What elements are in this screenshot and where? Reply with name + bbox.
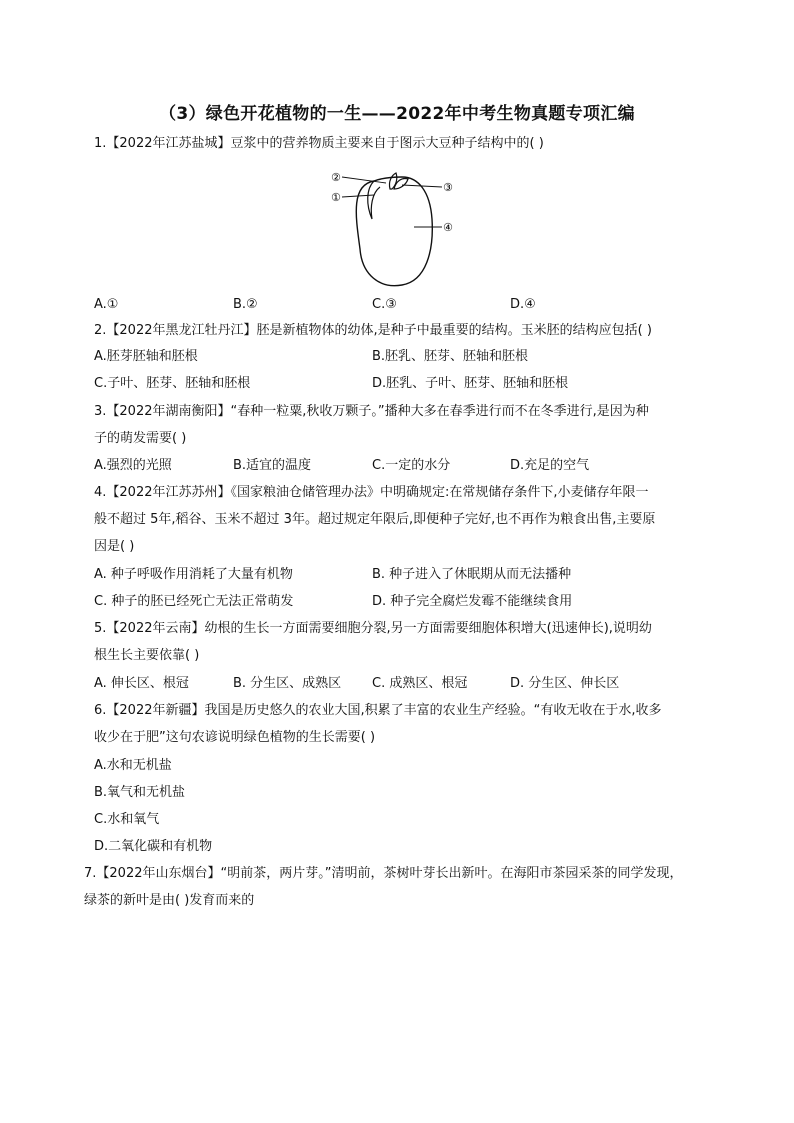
question-4-text-line-3: 因是( ): [94, 539, 135, 554]
q6-option-c: C.水和氧气: [94, 812, 160, 827]
question-6-text-line-1: 6.【2022年新疆】我国是历史悠久的农业大国,积累了丰富的农业生产经验。“有收无收在于水,收多: [94, 703, 662, 718]
q2-option-c: C.子叶、胚芽、胚轴和胚根: [94, 376, 251, 391]
page-title: （3）绿色开花植物的一生——2022年中考生物真题专项汇编: [159, 104, 635, 124]
plumule-shape: [389, 173, 396, 189]
soybean-seed-figure: [322, 167, 472, 292]
q5-option-d: D. 分生区、伸长区: [510, 676, 620, 691]
q1-option-a: A.①: [94, 297, 119, 312]
q3-option-d: D.充足的空气: [510, 458, 590, 473]
question-3-text-line-1: 3.【2022年湖南衡阳】“春种一粒粟,秋收万颗子。”播种大多在春季进行而不在冬季进行,是因为种: [94, 404, 649, 419]
q4-option-b: B. 种子进入了休眠期从而无法播种: [372, 567, 572, 582]
q5-option-b: B. 分生区、成熟区: [233, 676, 342, 691]
q4-option-a: A. 种子呼吸作用消耗了大量有机物: [94, 567, 293, 582]
question-6-text-line-2: 收少在于肥”这句农谚说明绿色植物的生长需要( ): [94, 730, 376, 745]
plumule-leaf-shape: [394, 178, 408, 189]
question-7-text-line-1: 7.【2022年山东烟台】“明前茶，两片芽。”清明前，茶树叶芽长出新叶。在海阳市茶园采茶的同学发现，: [84, 866, 683, 881]
q3-option-b: B.适宜的温度: [233, 458, 312, 473]
q5-option-c: C. 成熟区、根冠: [372, 676, 468, 691]
q5-option-a: A. 伸长区、根冠: [94, 676, 189, 691]
radicle-outline: [368, 181, 380, 219]
q6-option-d: D.二氧化碳和有机物: [94, 839, 213, 854]
q6-option-b: B.氧气和无机盐: [94, 785, 186, 800]
q3-option-c: C.一定的水分: [372, 458, 451, 473]
q2-option-d: D.胚乳、子叶、胚芽、胚轴和胚根: [372, 376, 569, 391]
question-4-text-line-2: 般不超过 5年,稻谷、玉米不超过 3年。超过规定年限后,即便种子完好,也不再作为粮食出售,主要原: [94, 512, 656, 527]
question-4-text-line-1: 4.【2022年江苏苏州】《国家粮油仓储管理办法》中明确规定:在常规储存条件下,小麦储存年限一: [94, 485, 649, 500]
question-5-text-line-1: 5.【2022年云南】幼根的生长一方面需要细胞分裂,另一方面需要细胞体积增大(迅速伸长),说明幼: [94, 621, 652, 636]
q2-option-b: B.胚乳、胚芽、胚轴和胚根: [372, 349, 529, 364]
figure-label-3: ③: [443, 181, 453, 194]
q1-option-b: B.②: [233, 297, 258, 312]
q6-option-a: A.水和无机盐: [94, 758, 172, 773]
q4-option-c: C. 种子的胚已经死亡无法正常萌发: [94, 594, 294, 609]
figure-label-1: ①: [331, 191, 341, 204]
question-1-text: 1.【2022年江苏盐城】豆浆中的营养物质主要来自于图示大豆种子结构中的( ): [94, 136, 544, 151]
q1-option-d: D.④: [510, 297, 536, 312]
figure-label-4: ④: [443, 221, 453, 234]
question-5-text-line-2: 根生长主要依靠( ): [94, 648, 200, 663]
question-7-text-line-2: 绿茶的新叶是由( )发育而来的: [84, 893, 255, 908]
question-2-text: 2.【2022年黑龙江牡丹江】胚是新植物体的幼体,是种子中最重要的结构。玉米胚的结构应包括( ): [94, 323, 652, 338]
figure-label-2: ②: [331, 171, 341, 184]
q3-option-a: A.强烈的光照: [94, 458, 172, 473]
q1-option-c: C.③: [372, 297, 397, 312]
q2-option-a: A.胚芽胚轴和胚根: [94, 349, 198, 364]
q4-option-d: D. 种子完全腐烂发霉不能继续食用: [372, 594, 573, 609]
question-3-text-line-2: 子的萌发需要( ): [94, 431, 187, 446]
